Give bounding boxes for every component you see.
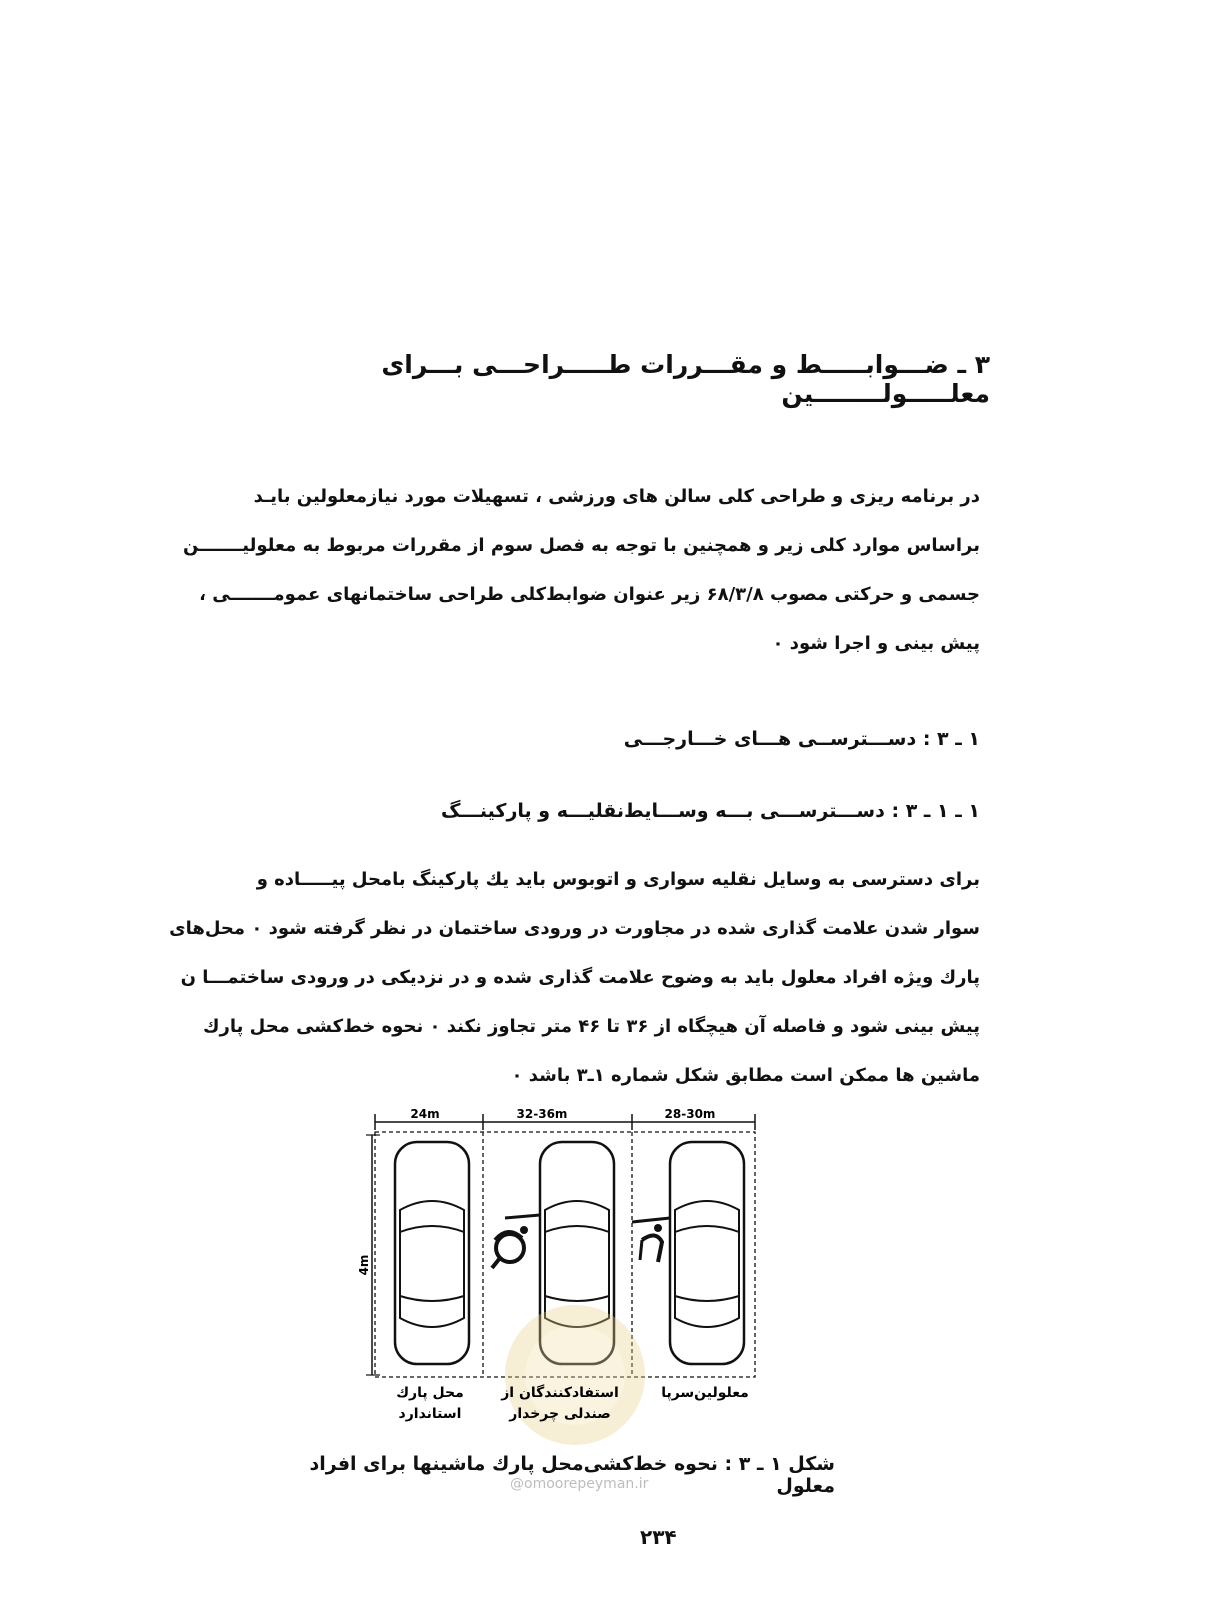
parking-paragraph: [169, 855, 980, 1100]
dim-label-ambulant: 28-30m: [664, 1107, 716, 1121]
parking-line: ماشین ها ممکن است مطابق شکل شماره ۱ـ۳ باشد ۰: [511, 1065, 980, 1086]
intro-line: پیش بینی و اجرا شود ۰: [772, 633, 980, 654]
bay-label-standard-2: استاندارد: [398, 1406, 462, 1422]
car-ambulant: [670, 1142, 744, 1364]
intro-line: در برنامه ریزی و طراحی کلی سالن های ورزشی ، تسهیلات مورد نیازمعلولین بایـد: [253, 486, 980, 507]
bay-label-standard-1: محل پارك: [396, 1385, 464, 1401]
parking-line: پیش بینی شود و فاصله آن هیچگاه از ۳۶ تا ۴۶ متر تجاوز نکند ۰ نحوه خط‌کشی محل پارك: [202, 1016, 980, 1037]
section-heading-parking: ۱ ـ ۱ ـ ۳ : دســـترســـی بـــه وســـایط‌نقلیـــه و پارکینـــگ: [440, 800, 980, 822]
parking-line: برای دسترسی به وسایل نقلیه سواری و اتوبوس باید یك پارکینگ بامحل پیـــــاده و: [256, 869, 980, 890]
figure-caption: شکل ۱ ـ ۳ : نحوه خط‌کشی‌محل پارك ماشینها برای افراد معلول: [309, 1453, 835, 1497]
parking-layout-figure: [357, 1100, 780, 1430]
bay-label-wheelchair-1: استفاد‌کنندگان از: [501, 1385, 619, 1401]
dim-label-height: 4m: [357, 1254, 371, 1276]
page-number: ۲۳۴: [640, 1525, 677, 1549]
section-heading-external-access: ۱ ـ ۳ : دســـترســی هـــای خـــارجـــی: [623, 728, 980, 750]
intro-line: براساس موارد کلی زیر و همچنین با توجه به فصل سوم از مقررات مربوط به معلولیـــــــن: [183, 535, 980, 556]
intro-paragraph: [183, 472, 980, 668]
watermark-seal: [505, 1305, 645, 1445]
main-heading: ۳ ـ ضـــوابـــــط و مقـــررات طـــــراحـــی بـــرای معلـــــولــــــــین: [381, 350, 990, 408]
watermark-text: @omoorepeyman.ir: [510, 1476, 649, 1492]
dim-label-standard: 24m: [410, 1107, 440, 1121]
ambulant-person-icon: [640, 1224, 662, 1262]
parking-line: پارك ویژه افراد معلول باید به وضوح علامت گذاری شده و در نزدیکی در ورودی ساختمـــا ن: [180, 967, 980, 988]
dim-label-wheelchair: 32-36m: [516, 1107, 568, 1121]
parking-line: سوار شدن علامت گذاری شده در مجاورت در ورودی ساختمان در نظر گرفته شود ۰ محل‌های: [169, 918, 980, 939]
car-standard: [395, 1142, 469, 1364]
intro-line: جسمی و حرکتی مصوب ۶۸/۳/۸ زیر عنوان ضوابط‌کلی طراحی ساختمانهای عمومـــــــی ،: [199, 584, 980, 605]
bay-label-ambulant-1: معلولین‌سرپا: [661, 1385, 749, 1401]
wheelchair-user-icon: [492, 1226, 528, 1268]
bay-label-wheelchair-2: صندلی چرخدار: [509, 1406, 611, 1422]
